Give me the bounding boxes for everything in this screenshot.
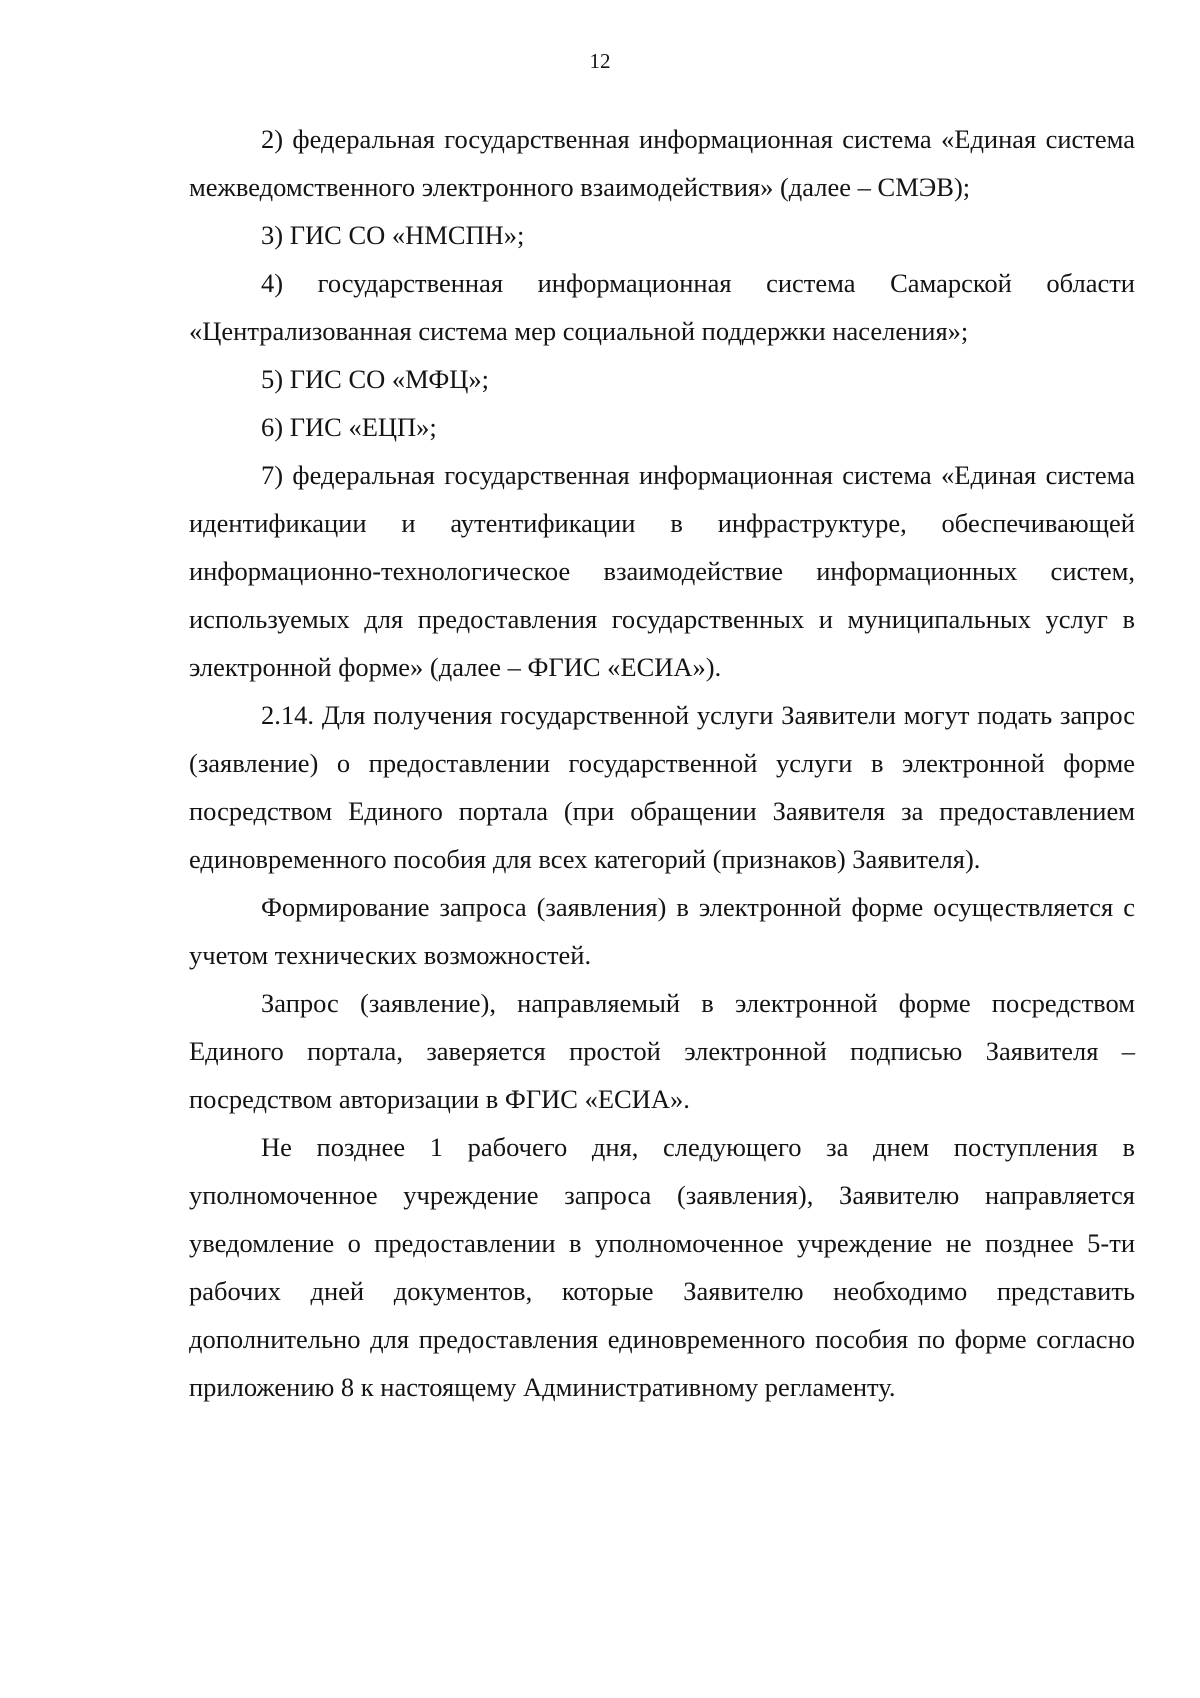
paragraph-2-14: 2.14. Для получения государственной услуги Заявители могут подать запрос (заявление) о предоставлении государственной услуги в электронной форме посредством Единого портала (при обращении Заявителя за предоставлением единовременного пособия для всех категорий (признаков) Заявителя). bbox=[189, 700, 1135, 874]
document-body bbox=[189, 115, 1135, 1411]
page-number: 12 bbox=[589, 49, 611, 73]
list-item-ecp: 6) ГИС «ЕЦП»; bbox=[261, 412, 437, 442]
list-item-mfc: 5) ГИС СО «МФЦ»; bbox=[261, 364, 490, 394]
paragraph-request-formation: Формирование запроса (заявления) в электронной форме осуществляется с учетом технических возможностей. bbox=[189, 892, 1135, 970]
list-item-esia: 7) федеральная государственная информационная система «Единая система идентификации и аутентификации в инфраструктуре, обеспечивающей информационно-технологическое взаимодействие информационных систем, используемых для предоставления государственных и муниципальных услуг в электронной форме» (далее – ФГИС «ЕСИА»). bbox=[189, 460, 1135, 682]
list-item-csmspn: 4) государственная информационная система Самарской области «Централизованная система мер социальной поддержки населения»; bbox=[189, 268, 1135, 346]
list-item-smev: 2) федеральная государственная информационная система «Единая система межведомственного электронного взаимодействия» (далее – СМЭВ); bbox=[189, 124, 1135, 202]
list-item-nmspn: 3) ГИС СО «НМСПН»; bbox=[261, 220, 525, 250]
paragraph-notification: Не позднее 1 рабочего дня, следующего за днем поступления в уполномоченное учреждение запроса (заявления), Заявителю направляется уведомление о предоставлении в уполномоченное учреждение не позднее 5-ти рабочих дней документов, которые Заявителю необходимо представить дополнительно для предоставления единовременного пособия по форме согласно приложению 8 к настоящему Административному регламенту. bbox=[189, 1132, 1135, 1402]
paragraph-electronic-signature: Запрос (заявление), направляемый в электронной форме посредством Единого портала, заверяется простой электронной подписью Заявителя – посредством авторизации в ФГИС «ЕСИА». bbox=[189, 988, 1135, 1114]
